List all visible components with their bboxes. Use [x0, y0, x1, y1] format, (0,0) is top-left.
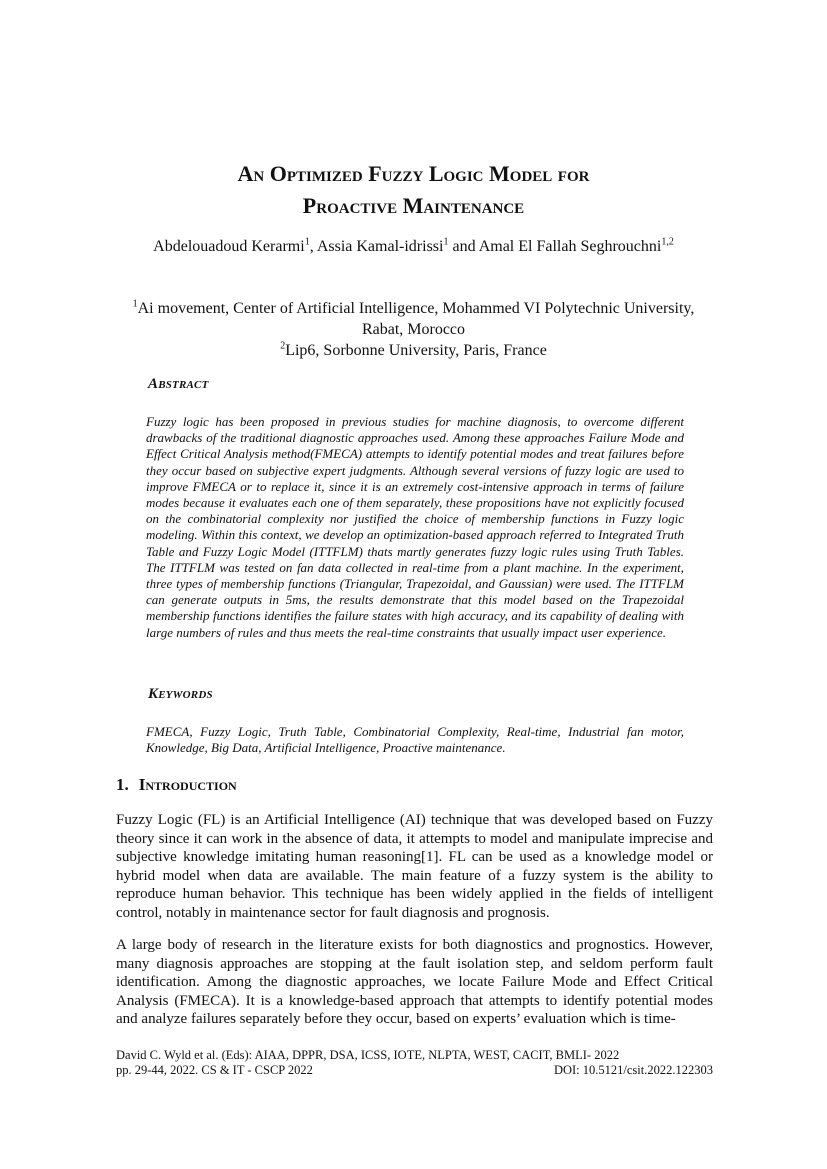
author-separator: , [309, 238, 317, 255]
paper-title [100, 158, 727, 222]
affiliation-1 [130, 298, 697, 340]
keywords-heading: Keywords [148, 686, 213, 702]
affiliation-2 [130, 340, 697, 361]
affiliation-text: Ai movement, Center of Artificial Intelligence, Mohammed VI Polytechnic University, Rabat, Morocco [137, 300, 695, 338]
affiliation-mark: 2 [280, 340, 286, 352]
footer-pages: pp. 29-44, 2022. CS & IT - CSCP 2022 [116, 1063, 313, 1077]
affiliation-text: Lip6, Sorbonne University, Paris, France [285, 342, 547, 359]
abstract-text: Fuzzy logic has been proposed in previous studies for machine diagnosis, to overcome different drawbacks of the traditional diagnostic approaches used. Among these approaches Failure Mode and Effect Critical Analysis method(FMECA) attempts to identify potential modes and treat failures before they occur based on subjective expert judgments. Although several versions of fuzzy logic are used to improve FMECA or to replace it, since it is an extremely cost-intensive approach in terms of failure modes because it evaluates each one of them separately, these propositions have not explicitly focused on the combinatorial complexity nor justified the choice of membership functions in Fuzzy logic modeling. Within this context, we develop an optimization-based approach referred to Integrated Truth Table and Fuzzy Logic Model (ITTFLM) thats martly generates fuzzy logic rules using Truth Tables. The ITTFLM was tested on fan data collected in real-time from a plant machine. In the experiment, three types of membership functions (Triangular, Trapezoidal, and Gaussian) were used. The ITTFLM can generate outputs in 5ms, the results demonstrate that this model based on the Trapezoidal membership functions identifies the failure states with high accuracy, and its capability of dealing with large numbers of rules and thus meets the real-time constraints that usually impact user experience. [146, 414, 684, 640]
intro-paragraph-2: A large body of research in the literature exists for both diagnostics and prognostics. However, many diagnosis approaches are stopping at the fault isolation step, and seldom perform fault identification. Among the diagnostic approaches, we locate Failure Mode and Effect Critical Analysis (FMECA). It is a knowledge-based approach that attempts to identify potential modes and analyze failures separately before they occur, based on experts’ evaluation which is time- [116, 937, 713, 1027]
title-line-2: Proactive Maintenance [302, 193, 525, 218]
author-name: Abdelouadoud Kerarmi [153, 238, 305, 255]
section-heading-introduction [116, 775, 237, 795]
author-name: Assia Kamal-idrissi [316, 238, 444, 255]
section-number: 1. [116, 775, 129, 794]
author-affiliation-mark: 1,2 [661, 236, 674, 248]
author-affiliation-mark: 1 [304, 236, 310, 248]
section-title: Introduction [138, 775, 237, 794]
abstract-heading: Abstract [148, 376, 209, 392]
footer-doi: DOI: 10.5121/csit.2022.122303 [553, 1063, 713, 1077]
footer-proceedings: David C. Wyld et al. (Eds): AIAA, DPPR, DSA, ICSS, IOTE, NLPTA, WEST, CACIT, BMLI- 2022 [116, 1048, 620, 1062]
author-name: and Amal El Fallah Seghrouchni [448, 238, 662, 255]
affiliation-mark: 1 [132, 298, 138, 310]
intro-paragraph-1: Fuzzy Logic (FL) is an Artificial Intelligence (AI) technique that was developed based on Fuzzy theory since it can work in the absence of data, it attempts to model and manipulate imprecise and subjective knowledge imitating human reasoning[1]. FL can be used as a knowledge model or hybrid model when data are available. The main feature of a fuzzy system is the ability to reproduce human behavior. This technique has been widely applied in the fields of intelligent control, notably in maintenance sector for fault diagnosis and prognosis. [116, 812, 713, 921]
footer-meta [116, 1063, 713, 1078]
author-affiliation-mark: 1 [443, 236, 449, 248]
title-line-1: An Optimized Fuzzy Logic Model for [237, 161, 590, 186]
author-list [130, 236, 697, 257]
keywords-text: FMECA, Fuzzy Logic, Truth Table, Combinatorial Complexity, Real-time, Industrial fan motor, Knowledge, Big Data, Artificial Intelligence, Proactive maintenance. [146, 724, 684, 756]
affiliations [130, 298, 697, 361]
